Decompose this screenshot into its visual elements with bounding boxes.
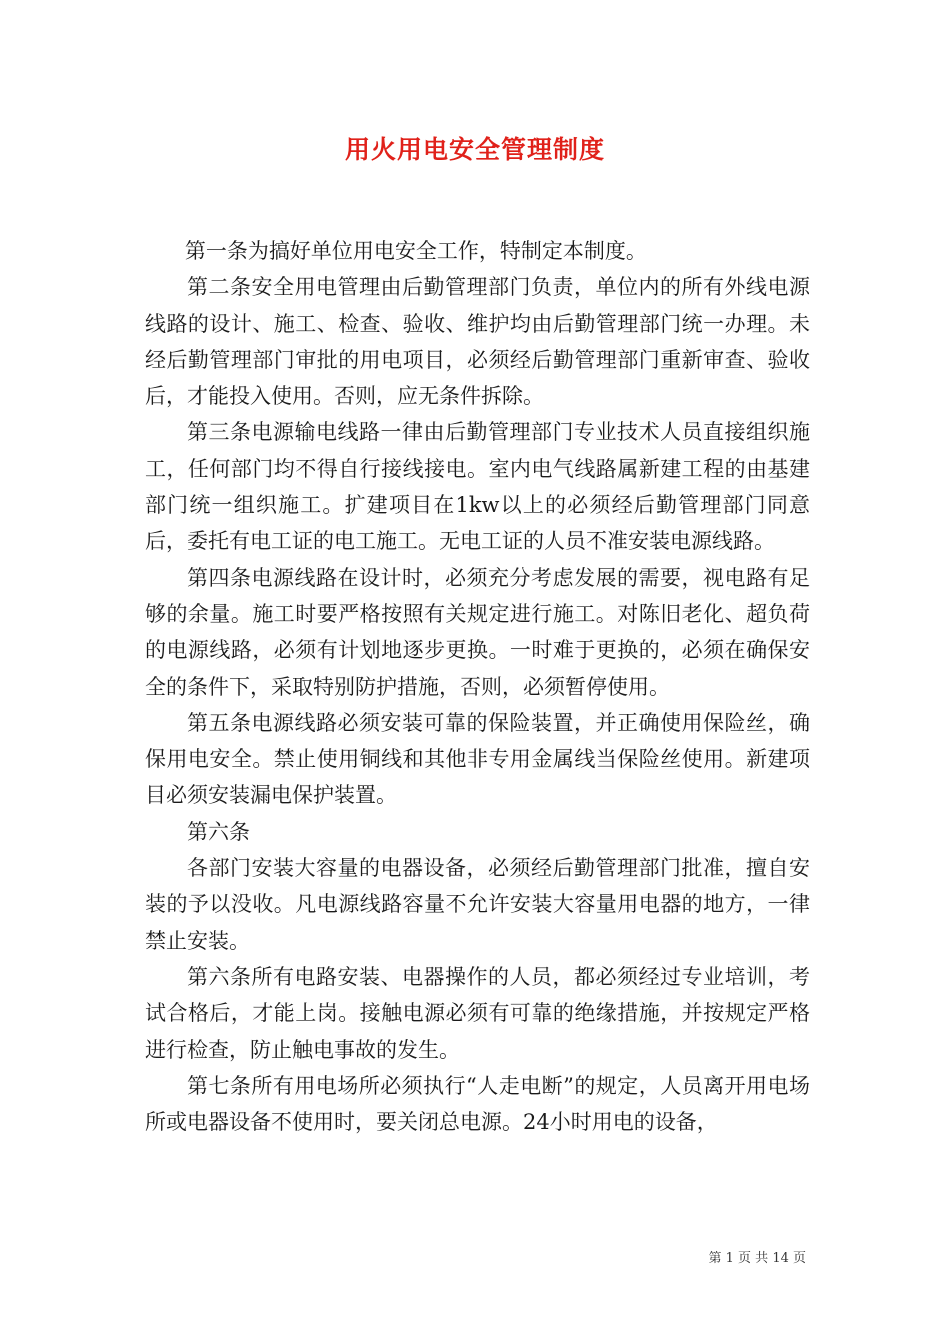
- paragraph-article-6-heading: 第六条: [187, 819, 250, 844]
- paragraph-article-7: 第七条所有用电场所必须执行“人走电断”的规定，人员离开用电场所或电器设备不使用时，要关闭总电源。24小时用电的设备，: [145, 1073, 810, 1135]
- paragraph-article-4: 第四条电源线路在设计时，必须充分考虑发展的需要，视电路有足够的余量。施工时要严格按照有关规定进行施工。对陈旧老化、超负荷的电源线路，必须有计划地逐步更换。一时难于更换的，必须在确保安全的条件下，采取特别防护措施，否则，必须暂停使用。: [145, 565, 810, 699]
- paragraph-article-1: 第一条为搞好单位用电安全工作，特制定本制度。: [184, 239, 647, 263]
- page-number: 第 1 页 共 14 页: [708, 1251, 806, 1266]
- paragraph-article-5: 第五条电源线路必须安装可靠的保险装置，并正确使用保险丝，确保用电安全。禁止使用铜线和其他非专用金属线当保险丝使用。新建项目必须安装漏电保护装置。: [145, 710, 810, 808]
- document-title: 用火用电安全管理制度: [344, 135, 605, 164]
- paragraph-article-6b: 第六条所有电路安装、电器操作的人员，都必须经过专业培训，考试合格后，才能上岗。接触电源必须有可靠的绝缘措施，并按规定严格进行检查，防止触电事故的发生。: [145, 964, 810, 1062]
- paragraph-article-2: 第二条安全用电管理由后勤管理部门负责，单位内的所有外线电源线路的设计、施工、检查、验收、维护均由后勤管理部门统一办理。未经后勤管理部门审批的用电项目，必须经后勤管理部门重新审查、验收后，才能投入使用。否则，应无条件拆除。: [145, 275, 810, 409]
- paragraph-article-3: 第三条电源输电线路一律由后勤管理部门专业技术人员直接组织施工，任何部门均不得自行接线接电。室内电气线路属新建工程的由基建部门统一组织施工。扩建项目在1kw以上的必须经后勤管理部门同意后，委托有电工证的电工施工。无电工证的人员不准安装电源线路。: [145, 420, 810, 554]
- document-body: [145, 233, 810, 1140]
- paragraph-article-6-body: 各部门安装大容量的电器设备，必须经后勤管理部门批准，擅自安装的予以没收。凡电源线路容量不允许安装大容量用电器的地方，一律禁止安装。: [145, 856, 810, 953]
